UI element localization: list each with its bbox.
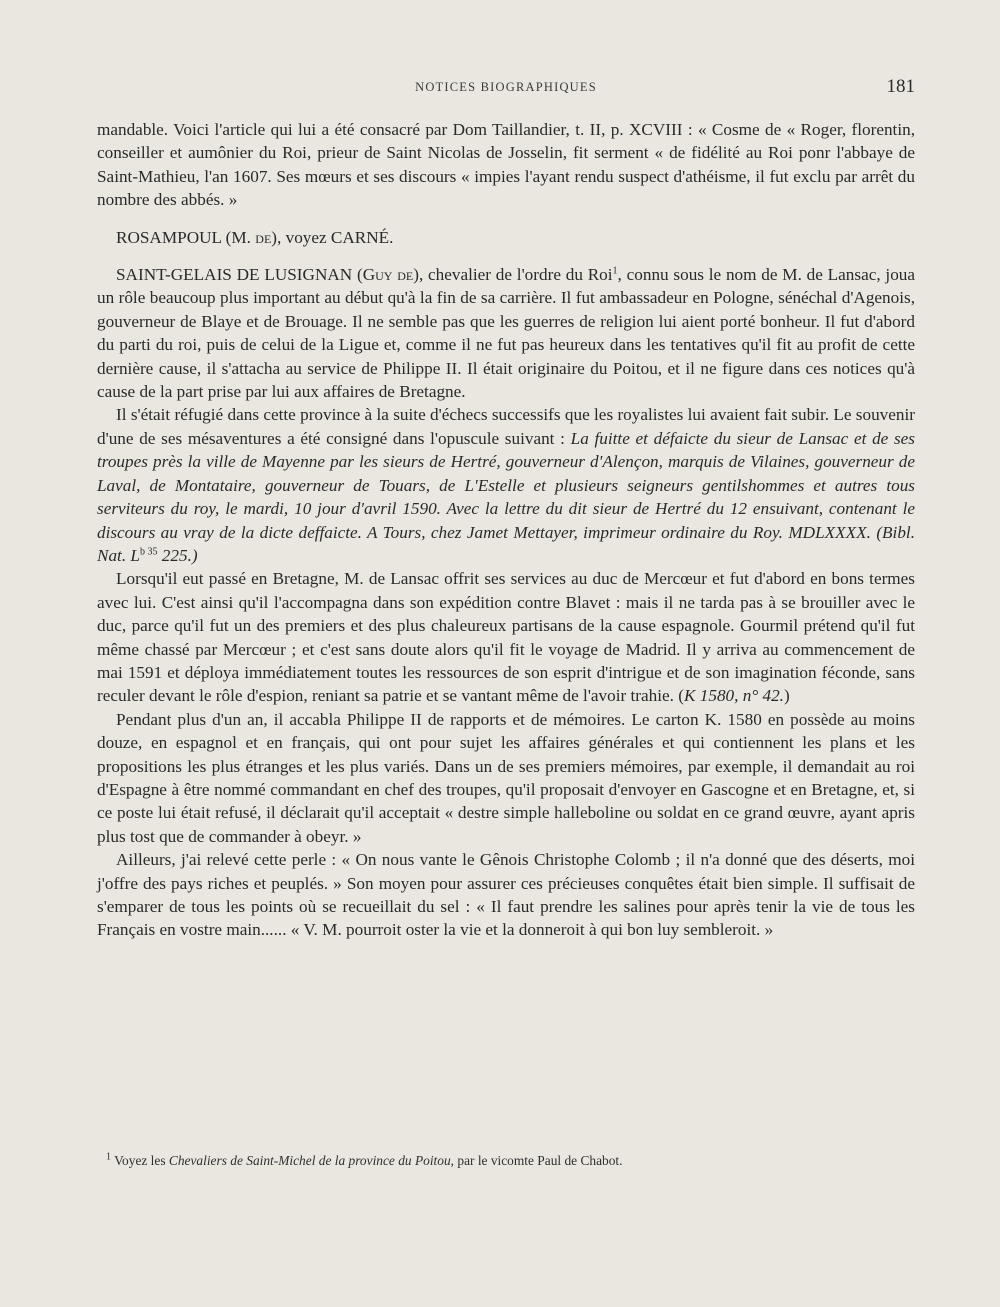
paragraph-taillandier-quote: [97, 118, 915, 212]
shelfmark-number: 225.): [157, 545, 198, 565]
archive-reference: K 1580, n° 42.: [684, 686, 784, 706]
entry-paren: (: [352, 265, 363, 285]
running-title: NOTICES BIOGRAPHIQUES: [415, 80, 597, 94]
page-header: [97, 76, 915, 102]
shelfmark-sup-b: b: [140, 546, 145, 558]
paragraph-text: mandable. Voici l'article qui lui a été consacré par Dom Taillandier, t. II, p. XCVIII : « Cosme de « Roger, florentin, conseiller et aumônier du Roi, prieur de Saint Nicolas de Josselin, fit serment « de fidélité au Roi ponr l'abbaye de Saint-Mathieu, l'an 1607. Ses mœurs et ses discours « impies l'ayant rendu suspect d'athéisme, il fut exclu par arrêt du nombre des abbés. »: [97, 120, 915, 210]
paragraph-text: Pendant plus d'un an, il accabla Philippe II de rapports et de mémoires. Le carton K. 1580 en possède au moins douze, en espagnol et en français, qui ont pour sujet les affaires générales et qui contiennent les plans et les propositions les plus étranges et les plus variés. Dans un de ses premiers mémoires, par exemple, il demandait au roi d'Espagne à être nommé commandant en chef des troupes, qu'il proposait d'envoyer en Gascogne et en Bretagne, et, si ce poste lui était refusé, il déclarait qu'il acceptait « destre simple halleboline ou soldat en ce grand œuvre, ayant apris plus tost que de commander à obeyr. »: [97, 709, 915, 846]
page-number: 181: [886, 76, 915, 97]
reference-open: (: [678, 686, 684, 706]
footnote-reference[interactable]: 1: [612, 265, 618, 277]
entry-name: ROSAMPOUL: [116, 227, 222, 247]
footnote-book-title: Chevaliers de Saint-Michel de la province du Poitou: [168, 1153, 451, 1168]
entry-crossref: ), voyez CARNÉ.: [271, 227, 394, 247]
paragraph-text: Il s'était réfugié dans cette province à la suite d'échecs successifs que les royalistes lui avaient fait subir. Le souvenir d'une de ses mésaventures a été consigné dans l'opuscule suivant :: [97, 405, 915, 448]
entry-particle: de: [255, 227, 272, 247]
paragraph-memoires: [97, 708, 915, 848]
entry-saint-gelais: [97, 263, 915, 403]
entry-title-text: ), chevalier de l'ordre du Roi: [413, 265, 613, 285]
reference-close: ): [783, 686, 790, 706]
opuscule-title: La fuitte et défaicte du sieur de Lansac et de ses troupes près la ville de Mayenne par les sieurs de Hertré, gouverneur d'Alençon, marquis de Vilaines, gouverneur de Laval, de Montataire, gouverneur de Touars, de L'Estelle et plusieurs seigneurs gentilshommes et autres tous serviteurs du roy, le mardi, 10 jour d'avril 1590. Avec la lettre du dit sieur de Hertré du 12 ensuivant, contenant le discours au vray de la dicte deffaicte. A Tours, chez Jamet Mettayer, imprimeur ordinaire du Roy. MDLXXXX. (Bibl. Nat. L: [97, 428, 915, 565]
entry-forename: Guy de: [362, 265, 414, 285]
footnote-number: 1: [106, 1151, 111, 1163]
paragraph-opuscule: [97, 403, 915, 567]
paragraph-text: Ailleurs, j'ai relevé cette perle : « On nous vante le Gênois Christophe Colomb ; il n'a donné que des déserts, moi j'offre des pays riches et peuplés. » Son moyen pour assurer ces précieuses conquêtes était bien simple. Il suffisait de s'emparer de tous les points où se recueillait du sel : « Il faut prendre les salines pour après tenir la vie de tous les Français en vostre main...... « V. M. pourroit oster la vie et la donneroit à qui bon luy sembleroit. »: [97, 850, 915, 940]
body-text: [97, 118, 915, 942]
entry-rosampoul: [97, 226, 915, 249]
footnote: [106, 1152, 906, 1170]
entry-name: SAINT-GELAIS DE LUSIGNAN: [116, 265, 353, 285]
paragraph-colomb: [97, 848, 915, 942]
shelfmark-sup-35: 35: [145, 546, 158, 558]
footnote-text-before: Voyez les: [111, 1153, 169, 1168]
entry-paren: (M.: [221, 227, 256, 247]
paragraph-text: Lorsqu'il eut passé en Bretagne, M. de Lansac offrit ses services au duc de Mercœur et fut d'abord en bons termes avec lui. C'est ainsi qu'il l'accompagna dans son expédition contre Blavet : mais il ne tarda pas à se brouiller avec le duc, parce qu'il fut un des premiers et des plus chaleureux partisans de la cause espagnole. Gourmil prétend qu'il fut même chassé par Mercœur ; et c'est sans doute alors qu'il fit le voyage de Madrid. Il y arriva au commencement de mai 1591 et déploya immédiatement toutes les ressources de son esprit d'intrigue et de son imagination féconde, sans reculer devant le rôle d'espion, reniant sa patrie et se vantant même de l'avoir trahie.: [97, 569, 915, 706]
paragraph-bretagne: [97, 567, 915, 707]
footnote-text-after: , par le vicomte Paul de Chabot.: [450, 1153, 623, 1168]
paragraph-text: , connu sous le nom de M. de Lansac, joua un rôle beaucoup plus important au début qu'à la fin de sa carrière. Il fut ambassadeur en Pologne, sénéchal d'Agenois, gouverneur de Blaye et de Brouage. Il ne semble pas que les guerres de religion lui aient porté bonheur. Il fut d'abord du parti du roi, puis de celui de la Ligue et, comme il ne fut pas heureux dans les tentatives qu'il fit au profit de cette dernière cause, il s'attacha au service de Philippe II. Il était originaire du Poitou, et il ne figure dans ces notices qu'à cause de la part prise par lui aux affaires de Bretagne.: [97, 265, 916, 402]
